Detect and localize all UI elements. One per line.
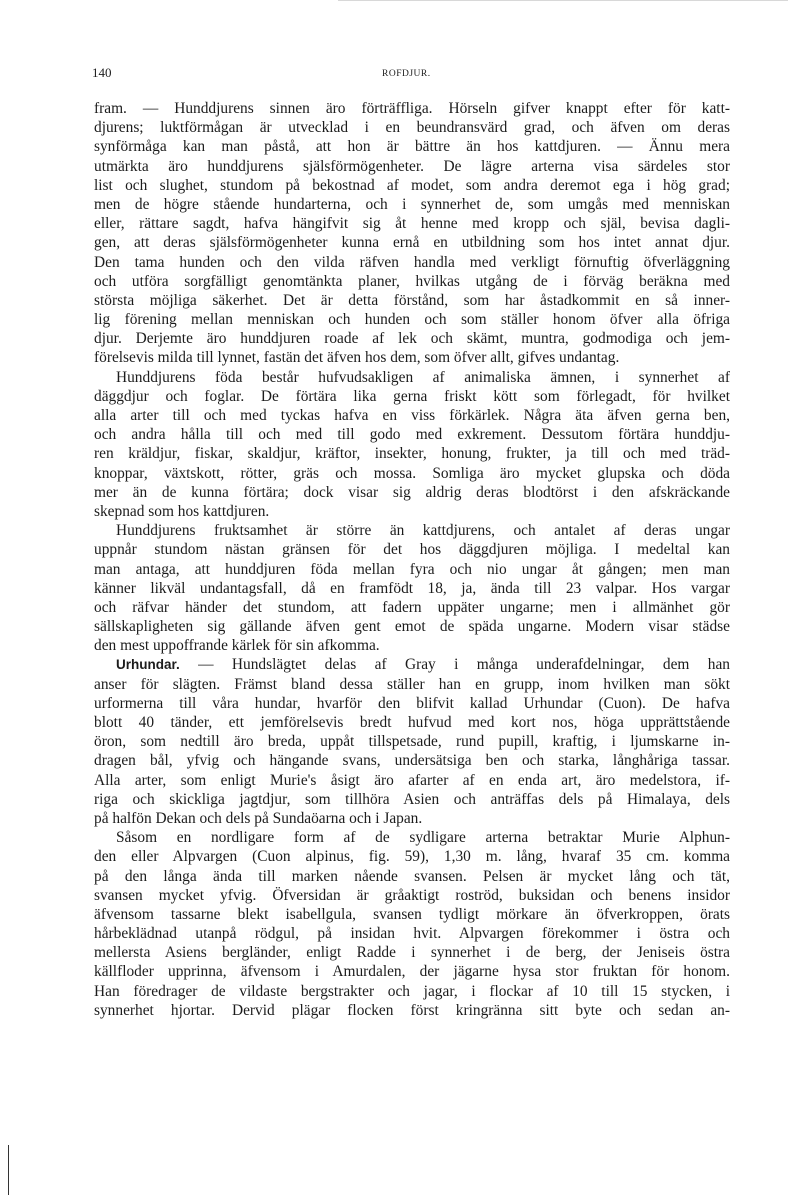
text-line: skepnad som hos kattdjuren. — [94, 502, 270, 520]
text-line: och räfvar händer det stundom, att fadern uppäter ungarne; men i allmänhet gör — [94, 598, 730, 616]
text-line: och utföra sorgfälligt genomtänkta planer, hvilkas utgång de i förväg beräkna med — [94, 272, 730, 290]
text-line: Hunddjurens fruktsamhet är större än kattdjurens, och antalet af deras ungar — [116, 522, 730, 540]
text-line: på halfön Dekan och dels på Sundaöarna och i Japan. — [94, 809, 423, 827]
text-line: Alla arter, som enligt Murie's åsigt äro afarter af en enda art, äro medelstora, if- — [94, 771, 730, 789]
text-line: källfloder upprinna, äfvensom i Amurdalen, der jägarne hysa stor fruktan för honom. — [94, 963, 730, 981]
text-line: Han föredrager de vildaste bergstrakter och jagar, i flockar af 10 till 15 stycken, i — [94, 982, 730, 1000]
text-line: uppnår stundom nästan gränsen för det hos däggdjuren möjliga. I medeltal kan — [94, 541, 730, 559]
text-line: den mest uppoffrande kärlek för sin afkomma. — [94, 637, 380, 655]
text-line: äfvensom tassarne blekt isabellgula, svansen tydligt mörkare än öfverkroppen, örats — [94, 905, 730, 923]
text-line: urformerna till våra hundar, hvarför den blifvit kallad Urhundar (Cuon). De hafva — [94, 694, 730, 712]
running-title: ROFDJUR. — [382, 69, 431, 79]
text-line: och andra hålla till och med till godo med exkrement. Dessutom förtära hunddju- — [94, 426, 730, 444]
text-line: Den tama hunden och den vilda räfven handla med verkligt förnuftig öfverläggning — [94, 253, 730, 271]
text-line: mellersta Asiens bergländer, enligt Radde i synnerhet i de berg, der Jeniseis östra — [94, 944, 730, 962]
heading-continuation: — Hundslägtet delas af Gray i många underafdelningar, dem han — [198, 656, 730, 674]
text-line: känner likväl undantagsfall, då en framfödt 18, ja, ända till 23 valpar. Hos vargar — [94, 579, 730, 597]
text-line: fram. — Hunddjurens sinnen äro förträffliga. Hörseln gifver knappt efter för katt- — [94, 100, 730, 117]
text-line: eller, rättare sagdt, hafva hängifvit sig åt henne med kropp och själ, bevisa dagli- — [94, 215, 730, 233]
text-line: mer än de kunna förtära; dock visar sig aldrig deras blodtörst i den afskräckande — [94, 483, 730, 501]
scan-edge-line — [338, 0, 788, 1]
text-line: på den långa ända till marken nående svansen. Pelsen är mycket lång och tät, — [94, 867, 730, 885]
text-line: anser för slägten. Främst bland dessa ställer han en grupp, inom hvilken man sökt — [94, 675, 730, 693]
text-line: knoppar, växtskott, rötter, gräs och mossa. Somliga äro mycket glupska och döda — [94, 464, 730, 482]
text-line: största möjliga säkerhet. Det är detta förstånd, som har åstadkommit en så inner- — [94, 291, 730, 309]
text-line: riga och skickliga jagtdjur, som tillhöra Asien och anträffas dels på Himalaya, dels — [94, 790, 730, 808]
text-line: alla arter till och med tyckas hafva en viss förkärlek. Några äta äfven gerna ben, — [94, 407, 730, 424]
text-line: list och slughet, stundom på bekostnad af modet, som andra deremot ega i hög grad; — [94, 176, 730, 194]
text-line: ren kräldjur, fiskar, skaldjur, kräftor, insekter, honung, frukter, ja till och med träd- — [94, 445, 730, 463]
text-line: man antaga, att hunddjuren föda mellan fyra och nio ungar åt gången; men man — [94, 560, 730, 578]
text-line: djur. Derjemte äro hunddjuren roade af lek och skämt, muntra, godmodiga och jem- — [94, 330, 730, 348]
text-line: synförmåga kan man påstå, att hon är bättre än hos kattdjuren. — Ännu mera — [94, 138, 730, 156]
paragraph-senses — [94, 99, 730, 368]
text-line: Hunddjurens föda består hufvudsakligen af animaliska ämnen, i synnerhet af — [116, 368, 730, 386]
text-line: svansen mycket yfvig. Öfversidan är gråaktigt roströd, buksidan och benens insidor — [94, 886, 730, 904]
text-line — [94, 655, 730, 674]
body-text — [94, 99, 730, 1020]
text-line: den eller Alpvargen (Cuon alpinus, fig. 59), 1,30 m. lång, hvaraf 35 cm. komma — [94, 848, 730, 866]
text-line: sällskapligheten sig gällande äfven gent emot de späda ungarne. Modern visar städse — [94, 618, 730, 636]
text-line: men de högre stående hundarterna, och i synnerhet de, som umgås med menniskan — [94, 195, 730, 213]
page-number: 140 — [92, 65, 112, 80]
paragraph-alpvargen — [94, 828, 730, 1020]
section-heading: Urhundar. — [116, 657, 180, 673]
text-line: synnerhet hjortar. Dervid plägar flocken först kringränna sitt byte och sedan an- — [94, 1001, 730, 1019]
text-line: öron, som nedtill äro breda, uppåt tillspetsade, rund pupill, kraftig, i ljumskarne in- — [94, 733, 730, 751]
text-line: dragen bål, yfvig och hängande svans, undersätsiga ben och starka, långhåriga tassar. — [94, 752, 730, 770]
text-line: lig förening mellan menniskan och hunden och som ställer honom öfver alla öfriga — [94, 311, 730, 329]
text-line: hårbeklädnad utanpå rödgul, på insidan hvit. Alpvargen förekommer i östra och — [94, 925, 730, 943]
scan-margin-line — [8, 1145, 9, 1195]
text-line: förelsevis milda till lynnet, fastän det äfven hos dem, som öfver allt, gifves undantag. — [94, 349, 620, 367]
text-line: Såsom en nordligare form af de sydligare arterna betraktar Murie Alphun- — [116, 829, 730, 847]
text-line: däggdjur och foglar. De förtära lika gerna friskt kött som förlegadt, för hvilket — [94, 387, 730, 405]
text-line: blott 40 tänder, ett jemförelsevis bredt hufvud med kort nos, höga upprättstående — [94, 714, 730, 731]
paragraph-fertility — [94, 521, 730, 655]
paragraph-food — [94, 368, 730, 522]
paragraph-urhundar — [94, 655, 730, 828]
text-line: gen, att deras själsförmögenheter kunna ernå en utbildning som hos intet annat djur. — [94, 234, 730, 252]
text-line: utmärkta äro hunddjurens själsförmögenheter. De lägre arterna visa särdeles stor — [94, 157, 730, 175]
text-line: djurens; luktförmågan är utvecklad i en beundransvärd grad, och äfven om deras — [94, 119, 730, 137]
